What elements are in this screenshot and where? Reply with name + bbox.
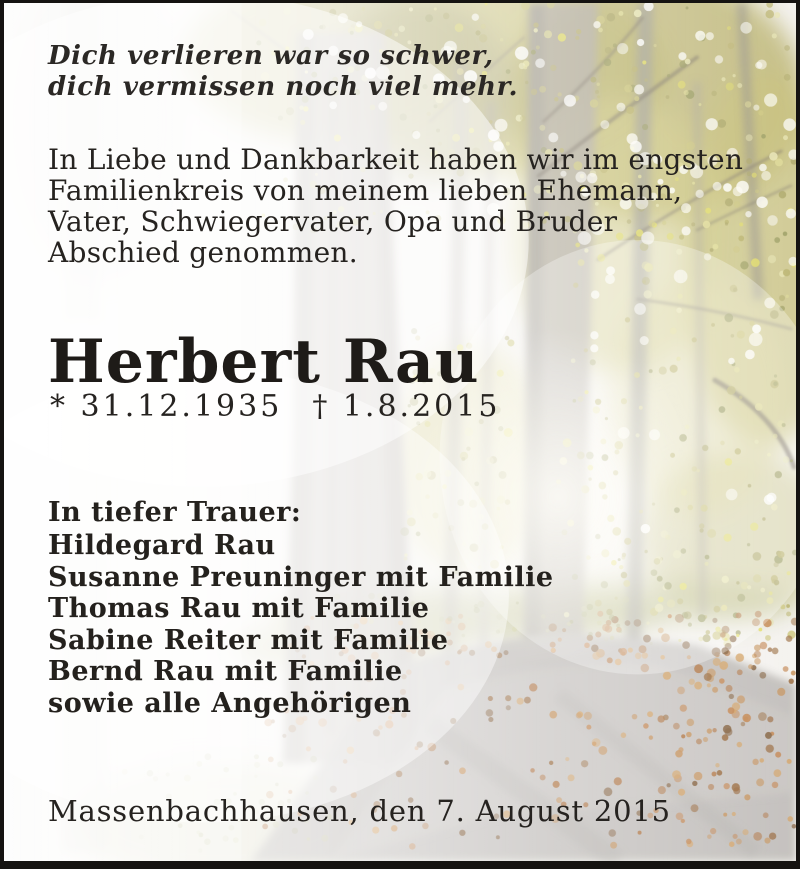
intro-line: Familienkreis von meinem lieben Ehemann,: [48, 174, 683, 207]
mourners-list: [48, 530, 554, 719]
mourning-label: In tiefer Trauer:: [48, 497, 302, 528]
birth-date: * 31.12.1935: [50, 389, 283, 424]
life-dates: [50, 390, 500, 424]
death-date: † 1.8.2015: [312, 389, 501, 424]
overexposure-veil: [4, 3, 796, 861]
verse-line: Dich verlieren war so schwer,: [48, 41, 494, 71]
memorial-verse: [48, 41, 518, 103]
mourner-name: Sabine Reiter mit Familie: [48, 624, 449, 656]
mourner-name: Thomas Rau mit Familie: [48, 593, 430, 624]
intro-line: Vater, Schwiegervater, Opa und Bruder: [48, 205, 618, 238]
verse-line: dich vermissen noch viel mehr.: [48, 72, 519, 102]
intro-paragraph: [48, 144, 743, 268]
deceased-name: Herbert Rau: [48, 327, 480, 397]
closing-place-date: Massenbachhausen, den 7. August 2015: [48, 794, 671, 828]
background-photo: [4, 3, 796, 861]
mourner-name: Susanne Preuninger mit Familie: [48, 561, 554, 593]
intro-line: In Liebe und Dankbarkeit haben wir im engsten: [48, 143, 744, 176]
mourner-name: sowie alle Angehörigen: [48, 687, 412, 719]
mourner-name: Bernd Rau mit Familie: [48, 656, 403, 687]
intro-line: Abschied genommen.: [48, 236, 358, 269]
mourner-name: Hildegard Rau: [48, 530, 276, 561]
